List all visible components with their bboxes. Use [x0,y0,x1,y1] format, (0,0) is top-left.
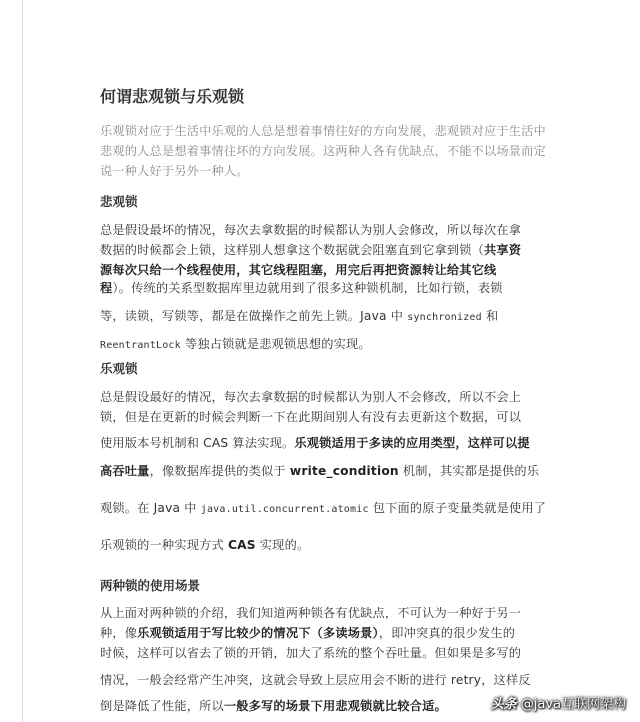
optimistic-paragraph [100,387,550,559]
text-line: 锁，但是在更新的时候会判断一下在此期间别人有没有去更新这个数据，可以 [100,410,522,424]
pessimistic-paragraph [100,220,550,358]
intro-paragraph: 乐观锁对应于生活中乐观的人总是想着事情往好的方向发展，悲观锁对应于生活中悲观的人总是想着事情往坏的方向发展。这两种人各有优缺点，不能不以场景而定说一种人好于另外一种人。 [100,124,546,178]
scenes-paragraph [100,603,550,721]
watermark-logo: 头条 [490,697,517,712]
page-border [22,0,23,722]
pessimistic-heading: 悲观锁 [100,194,138,209]
text-line: 程）。传统的关系型数据库里边就用到了很多这种锁机制，比如行锁，表锁 [100,281,503,295]
text-line: 使用版本号机制和 CAS 算法实现。乐观锁适用于多读的应用类型，这样可以提 [100,436,530,450]
text-line: 等，读锁，写锁等，都是在做操作之前先上锁。Java 中 synchronized 和 [100,309,499,323]
scenes-heading: 两种锁的使用场景 [100,578,201,593]
text-line: 数据的时候都会上锁，这样别人想拿这个数据就会阻塞直到它拿到锁（共享资 [100,243,522,257]
text-line: 观锁。在 Java 中 java.util.concurrent.atomic 包下面的原子变量类就是使用了 [100,501,547,515]
text-line: 总是假设最好的情况，每次去拿数据的时候都认为别人不会修改，所以不会上 [100,390,522,404]
article-title: 何谓悲观锁与乐观锁 [100,87,245,106]
watermark [491,693,626,712]
text-line: 时候，这样可以省去了锁的开销，加大了系统的整个吞吐量。但如果是多写的 [100,646,522,660]
optimistic-heading: 乐观锁 [100,361,138,376]
text-line: 倒是降低了性能，所以一般多写的场景下用悲观锁就比较合适。 [100,699,447,713]
text-line: 高吞吐量，像数据库提供的类似于 write_condition 机制，其实都是提供的乐 [100,464,540,478]
text-line: ReentrantLock 等独占锁就是悲观锁思想的实现。 [100,337,371,351]
text-line: 种，像乐观锁适用于写比较少的情况下（多读场景），即冲突真的很少发生的 [100,626,516,640]
text-line: 总是假设最坏的情况，每次去拿数据的时候都认为别人会修改，所以每次在拿 [100,223,522,237]
text-line: 从上面对两种锁的介绍，我们知道两种锁各有优缺点，不可认为一种好于另一 [100,606,522,620]
text-line: 情况，一般会经常产生冲突，这就会导致上层应用会不断的进行 retry，这样反 [100,673,531,687]
text-line: 乐观锁的一种实现方式 CAS 实现的。 [100,538,310,552]
text-line: 源每次只给一个线程使用，其它线程阻塞，用完后再把资源转让给其它线 [100,263,497,277]
watermark-text: @java互联网架构 [520,697,626,712]
